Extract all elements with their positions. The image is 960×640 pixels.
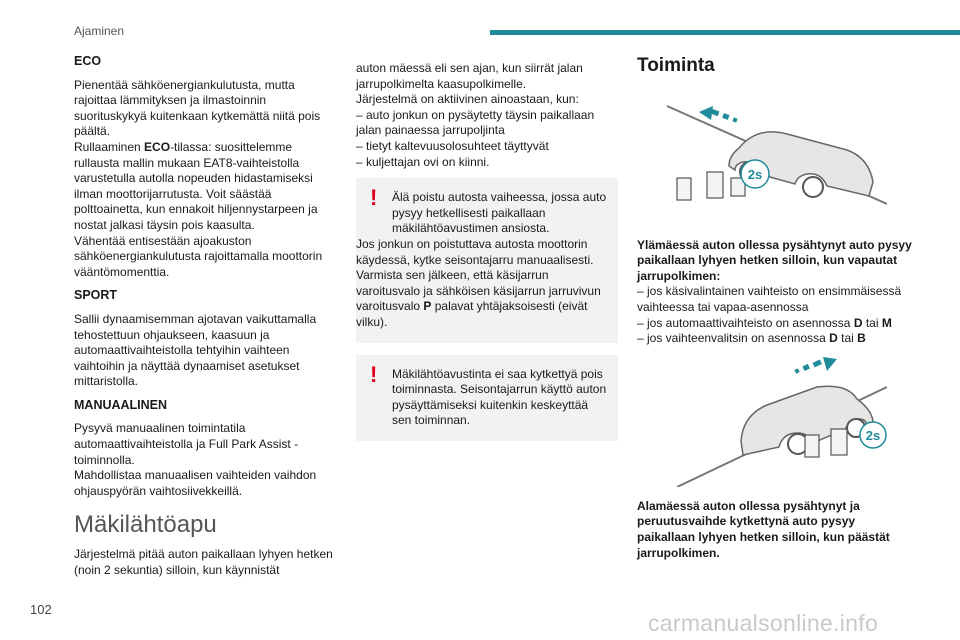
warning-1-text-a: Jos jonkun on poistuttava autosta moottorin käydessä, kytke seisontajarru manuaalisesti. Varmista sen jälkeen, että käsijarrun varoitusvalo ja sähköisen käsijarrun jarruvivun varoitusvalo [356,236,601,314]
arrow-up-right-icon [794,357,837,374]
downhill-caption: Alamäessä auton ollessa pysähtynyt ja peruutusvaihde kytkettynä auto pysyy paikallaan lyhyen hetken silloin, kun päästät jarrupolkimen. [637,498,890,560]
timer-label-1: 2s [747,166,763,182]
uphill-li3d: B [857,331,866,346]
uphill-li2a: – jos automaattivaihteisto on asennossa [637,315,854,330]
eco-p1-text: Pienentää sähköenergiankulutusta, mutta rajoittaa lämmityksen ja ilmastoinnin suorituskykyä kuitenkaan kytkemättä niitä pois päältä. [74,77,321,139]
warning-1-bold-p: P [423,299,432,314]
manual-paragraph [74,421,334,499]
eco-p2-a: Rullaaminen [74,139,145,154]
uphill-list [637,284,912,346]
warning-icon: ! [370,361,378,387]
col2-li3: – kuljettajan ovi on kiinni. [356,154,490,169]
uphill-li3c: tai [837,331,858,346]
eco-p2-bold: ECO [144,139,171,154]
uphill-caption: Ylämäessä auton ollessa pysähtynyt auto pysyy paikallaan lyhyen hetken silloin, kun vapautat jarrupolkimen: [637,237,912,283]
warning-1-line-2 [356,237,608,331]
column-1 [74,54,334,586]
uphill-li2d: M [881,315,892,330]
column-3 [637,55,912,561]
header-accent-bar [490,30,960,35]
uphill-li2b: D [853,315,863,330]
eco-p3-text: Vähentää entisestään ajoakuston sähköenergiankulutusta rajoittamalla moottorin vääntömomenttia. [74,233,323,279]
watermark: carmanualsonline.info [648,610,879,636]
eco-paragraph-1 [74,78,334,281]
col2-paragraph [356,61,618,170]
col2-p1: auton mäessä eli sen ajan, kun siirrät jalan jarrupolkimelta kaasupolkimelle. [356,61,583,91]
sport-heading: SPORT [74,288,118,303]
warning-1-line-1: Älä poistu autosta vaiheessa, jossa auto pysyy hetkellisesti paikallaan mäkilähtöavustimen ansiosta. [392,190,607,236]
page-number: 102 [30,602,52,617]
uphill-li1: – jos käsivalintainen vaihteisto on ensimmäisessä vaihteessa tai vapaa-asennossa [637,284,902,314]
eco-p2-c: -tilassa: suosittelemme rullausta mallin mukaan EAT8-vaihteistolla varustetulla autolla nopeuden hidastamiseksi ilman moottorijarrutusta. Voit säästää polttoainetta, kun ennakoit hiljennystarpeen ja nostat jalkasi täysin pois kaasulta. [74,139,318,232]
manual-p1-text: Pysyvä manuaalinen toimintatila automaattivaihteistolla ja Full Park Assist -toiminnolla. [74,421,299,467]
warning-1-text-c: palavat yhtäjaksoisesti (eivät vilku). [356,299,588,329]
downhill-illustration [647,357,887,487]
section-title: Mäkilähtöapu [74,511,217,539]
uphill-li3b: D [829,331,838,346]
column-2 [356,61,618,453]
warning-box-1 [356,178,618,342]
eco-heading: ECO [74,54,102,68]
manual-p2-text: Mahdollistaa manuaalisen vaihteiden vaihdon ohjauspyörän vaihtosiivekkeillä. [74,468,317,498]
warning-icon: ! [370,185,378,211]
col2-p2: Järjestelmä on aktiivinen ainoastaan, kun: [356,92,579,107]
col2-li2: – tietyt kaltevuusolosuhteet täyttyvät [356,138,549,153]
timer-label-2: 2s [865,427,881,443]
uphill-section [637,238,912,347]
sport-paragraph: Sallii dynaamisemman ajotavan vaikuttamalla tehostettuun ohjaukseen, kaasuun ja automaattivaihteistolla tehtyihin vaihteen vaihtoihin ja näyttää dynaamiset asetukset mittaristolla. [74,311,317,389]
warning-box-2 [356,355,618,441]
warning-2-text: Mäkilähtöavustinta ei saa kytkettyä pois toiminnasta. Seisontajarrun käyttö auton pysäyttämiseksi kuitenkin keskeyttää sen toiminnan. [392,366,607,428]
arrow-up-icon [699,106,738,123]
section-paragraph: Järjestelmä pitää auton paikallaan lyhyen hetken (noin 2 sekuntia) silloin, kun käynnistät [74,547,333,577]
chapter-label: Ajaminen [74,24,125,38]
uphill-li2c: tai [862,315,882,330]
uphill-li3a: – jos vaihteenvalitsin on asennossa [637,331,830,346]
toiminta-heading: Toiminta [637,55,715,76]
col2-li1: – auto jonkun on pysäytetty täysin paikallaan jalan painaessa jarrupoljinta [356,107,595,138]
uphill-illustration [647,86,887,226]
manual-heading: MANUAALINEN [74,397,168,412]
